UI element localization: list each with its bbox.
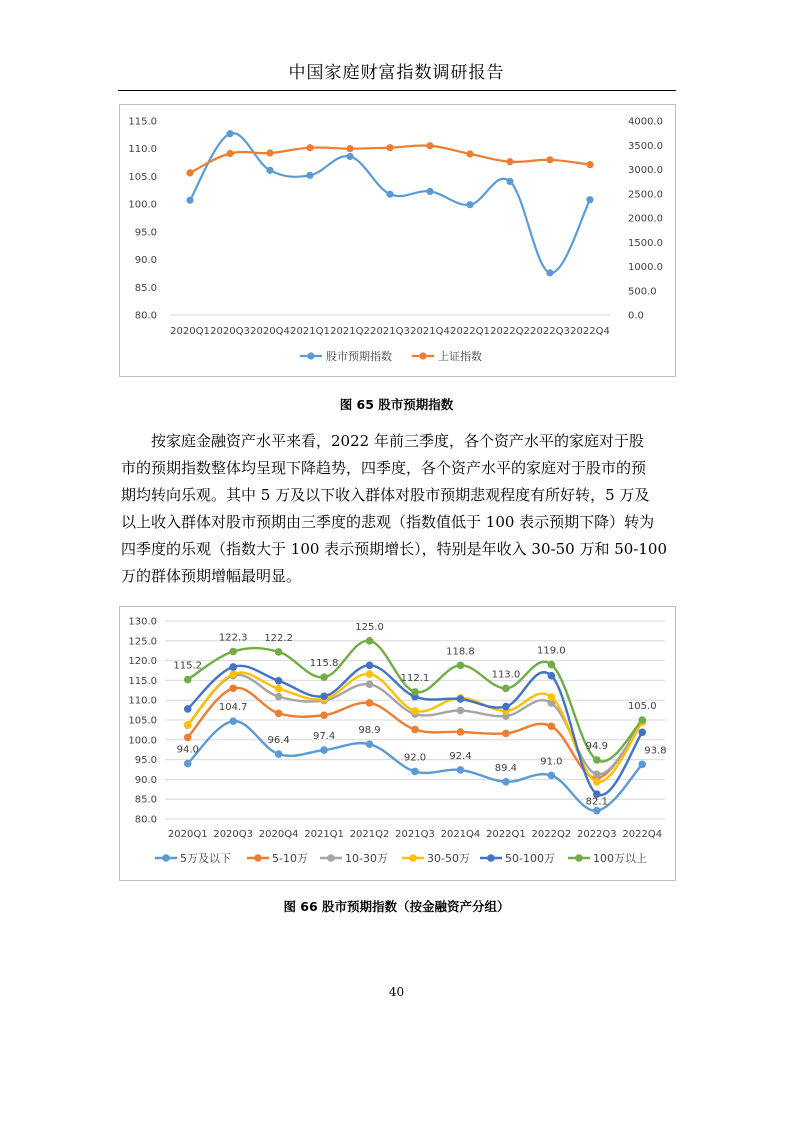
- y-right-tick-label: 1000.0: [628, 262, 663, 273]
- data-label: 91.0: [540, 756, 563, 768]
- legend-marker: [575, 854, 583, 862]
- data-point: [320, 673, 328, 681]
- data-point: [546, 156, 553, 163]
- data-point: [638, 728, 646, 736]
- data-point: [548, 723, 556, 731]
- data-point: [457, 662, 465, 670]
- data-label: 113.0: [491, 669, 521, 681]
- y-left-tick-label: 110.0: [128, 144, 157, 156]
- data-label: 115.8: [309, 658, 339, 670]
- data-point: [320, 711, 328, 719]
- data-point: [226, 150, 233, 157]
- data-point: [184, 705, 192, 713]
- data-point: [320, 692, 328, 700]
- data-label: 92.4: [449, 750, 472, 762]
- legend-label: 5万及以下: [180, 852, 231, 865]
- x-tick-label: 2022Q4: [570, 326, 610, 337]
- y-left-tick-label: 95.0: [134, 227, 157, 239]
- legend-label: 100万以上: [593, 852, 647, 865]
- y-tick-label: 125.0: [128, 636, 157, 648]
- y-right-tick-label: 2500.0: [628, 189, 663, 201]
- x-tick-label: 2020Q3: [210, 326, 250, 337]
- figure-66-caption: 图 66 股市预期指数（按金融资产分组）: [283, 899, 510, 914]
- data-point: [266, 167, 273, 174]
- data-point: [275, 648, 283, 656]
- data-point: [366, 681, 374, 689]
- data-point: [186, 197, 193, 204]
- data-point: [546, 269, 553, 276]
- data-point: [306, 144, 313, 151]
- data-point: [275, 685, 283, 693]
- legend-label: 50-100万: [505, 852, 555, 865]
- data-label: 118.8: [446, 646, 475, 658]
- x-tick-label: 2022Q3: [576, 829, 617, 840]
- y-left-tick-label: 80.0: [134, 310, 157, 322]
- data-point: [366, 699, 374, 707]
- data-point: [226, 130, 233, 137]
- data-point: [184, 734, 192, 742]
- data-point: [346, 153, 353, 160]
- data-point: [229, 685, 237, 693]
- data-point: [411, 726, 419, 734]
- y-right-tick-label: 0.0: [628, 310, 644, 322]
- legend-label: 5-10万: [272, 852, 308, 865]
- data-point: [426, 188, 433, 195]
- x-tick-label: 2021Q3: [395, 829, 435, 840]
- paragraph-line: 万的群体预期增幅最明显。: [121, 567, 302, 585]
- y-left-tick-label: 90.0: [134, 255, 157, 267]
- data-label: 104.7: [218, 702, 248, 714]
- y-tick-label: 90.0: [134, 774, 157, 786]
- data-label: 89.4: [494, 762, 518, 774]
- data-label: 105.0: [627, 701, 657, 712]
- data-point: [502, 703, 510, 711]
- x-tick-label: 2021Q2: [349, 829, 390, 840]
- data-point: [466, 150, 473, 157]
- data-point: [366, 637, 374, 645]
- data-point: [593, 770, 601, 778]
- legend-marker: [327, 854, 335, 862]
- data-label: 94.9: [585, 740, 608, 752]
- data-point: [184, 676, 192, 684]
- data-point: [411, 768, 419, 776]
- x-tick-label: 2020Q1: [167, 829, 208, 840]
- data-point: [502, 778, 510, 786]
- data-point: [466, 201, 473, 208]
- report-header-title: 中国家庭财富指数调研报告: [288, 63, 505, 83]
- data-point: [638, 761, 646, 769]
- data-point: [506, 178, 513, 185]
- data-label: 97.4: [312, 731, 336, 743]
- x-tick-label: 2022Q2: [490, 326, 530, 337]
- y-left-tick-label: 85.0: [134, 282, 157, 294]
- x-tick-label: 2021Q3: [370, 326, 410, 337]
- paragraph-line: 以上收入群体对股市预期由三季度的悲观（指数值低于 100 表示预期下降）转为: [121, 513, 655, 531]
- y-right-tick-label: 2000.0: [628, 213, 663, 225]
- legend-marker: [162, 854, 170, 862]
- data-point: [266, 149, 273, 156]
- legend-marker: [419, 352, 426, 359]
- legend-label: 30-50万: [427, 852, 470, 865]
- data-label: 122.2: [264, 632, 293, 644]
- page-number: 40: [388, 985, 405, 999]
- data-point: [229, 717, 237, 725]
- data-point: [586, 196, 593, 203]
- y-left-tick-label: 100.0: [128, 199, 157, 211]
- data-point: [548, 672, 556, 680]
- series-line: [190, 133, 590, 273]
- data-point: [457, 766, 465, 774]
- data-point: [184, 721, 192, 729]
- data-point: [457, 707, 465, 715]
- chart-1-svg: [120, 105, 675, 376]
- x-tick-label: 2021Q1: [304, 829, 344, 840]
- data-label: 122.3: [218, 632, 248, 644]
- data-point: [386, 191, 393, 198]
- x-tick-label: 2022Q2: [531, 829, 572, 840]
- legend-marker: [254, 854, 262, 862]
- y-right-tick-label: 500.0: [628, 286, 657, 298]
- data-point: [586, 161, 593, 168]
- data-point: [346, 145, 353, 152]
- data-label: 98.9: [358, 725, 381, 737]
- x-tick-label: 2020Q4: [250, 326, 290, 337]
- paragraph-line: 期均转向乐观。其中 5 万及以下收入群体对股市预期悲观程度有所好转，5 万及: [121, 486, 650, 504]
- data-point: [638, 716, 646, 724]
- y-tick-label: 105.0: [128, 715, 157, 727]
- legend-marker: [487, 854, 495, 862]
- y-tick-label: 130.0: [128, 616, 157, 628]
- x-tick-label: 2020Q4: [258, 829, 299, 840]
- x-tick-label: 2021Q2: [330, 326, 370, 337]
- data-point: [306, 172, 313, 179]
- data-label: 92.0: [403, 752, 427, 764]
- data-point: [366, 670, 374, 678]
- legend-marker: [307, 352, 314, 359]
- data-label: 96.4: [267, 735, 290, 747]
- y-tick-label: 120.0: [128, 656, 157, 668]
- legend-label: 上证指数: [438, 350, 482, 363]
- figure-65-caption: 图 65 股市预期指数: [339, 397, 454, 412]
- data-label: 94.0: [176, 744, 199, 756]
- chart-stock-expectation-by-asset-group: [119, 606, 676, 881]
- data-point: [386, 144, 393, 151]
- x-tick-label: 2020Q1: [170, 326, 210, 337]
- y-tick-label: 85.0: [134, 794, 157, 806]
- y-left-tick-label: 105.0: [128, 171, 157, 183]
- y-tick-label: 110.0: [128, 695, 157, 707]
- chart-2-svg: [120, 607, 675, 880]
- x-tick-label: 2021Q1: [290, 326, 330, 337]
- paragraph-line: 市的预期指数整体均呈现下降趋势，四季度，各个资产水平的家庭对于股市的预: [121, 459, 647, 477]
- x-tick-label: 2022Q1: [486, 829, 526, 840]
- data-point: [229, 663, 237, 671]
- data-point: [366, 740, 374, 748]
- paragraph-line: 四季度的乐观（指数大于 100 表示预期增长），特别是年收入 30-50 万和 50-100: [121, 540, 668, 558]
- y-tick-label: 80.0: [134, 814, 157, 826]
- data-point: [275, 750, 283, 758]
- data-point: [229, 648, 237, 656]
- legend-label: 10-30万: [345, 852, 388, 865]
- y-right-tick-label: 3000.0: [628, 165, 663, 176]
- data-point: [275, 677, 283, 685]
- x-tick-label: 2021Q4: [410, 326, 450, 337]
- data-label: 93.8: [644, 745, 667, 757]
- x-tick-label: 2022Q4: [622, 829, 663, 840]
- data-point: [457, 728, 465, 736]
- data-point: [506, 158, 513, 165]
- y-right-tick-label: 4000.0: [628, 116, 663, 128]
- y-left-tick-label: 115.0: [128, 116, 157, 128]
- y-right-tick-label: 1500.0: [628, 237, 663, 249]
- y-right-tick-label: 3500.0: [628, 140, 663, 152]
- data-point: [411, 707, 419, 715]
- data-point: [548, 693, 556, 701]
- y-tick-label: 95.0: [134, 755, 157, 767]
- data-point: [426, 142, 433, 149]
- body-paragraph: [121, 428, 676, 590]
- data-point: [184, 760, 192, 768]
- data-label: 115.2: [173, 660, 203, 672]
- chart-stock-expectation-index: [119, 104, 676, 377]
- data-point: [593, 807, 601, 815]
- data-label: 82.1: [585, 796, 608, 808]
- data-point: [548, 772, 556, 780]
- data-point: [502, 685, 510, 693]
- data-point: [366, 662, 374, 670]
- x-tick-label: 2022Q3: [530, 326, 570, 337]
- x-tick-label: 2020Q3: [213, 829, 254, 840]
- data-point: [275, 693, 283, 701]
- data-point: [593, 756, 601, 764]
- data-point: [502, 730, 510, 738]
- data-point: [320, 746, 328, 754]
- x-tick-label: 2021Q4: [440, 829, 481, 840]
- data-label: 112.1: [400, 672, 430, 684]
- header-rule: [118, 90, 676, 91]
- data-point: [275, 709, 283, 717]
- data-point: [411, 688, 419, 696]
- y-tick-label: 100.0: [128, 735, 157, 747]
- legend-label: 股市预期指数: [326, 350, 392, 363]
- data-point: [186, 169, 193, 176]
- y-tick-label: 115.0: [128, 675, 157, 687]
- data-label: 125.0: [355, 621, 384, 633]
- data-point: [229, 670, 237, 678]
- data-point: [593, 778, 601, 786]
- x-tick-label: 2022Q1: [450, 326, 490, 337]
- legend-marker: [409, 854, 417, 862]
- data-point: [457, 695, 465, 703]
- data-point: [548, 661, 556, 669]
- paragraph-line: 按家庭金融资产水平来看，2022 年前三季度，各个资产水平的家庭对于股: [151, 432, 644, 450]
- data-label: 119.0: [537, 645, 566, 657]
